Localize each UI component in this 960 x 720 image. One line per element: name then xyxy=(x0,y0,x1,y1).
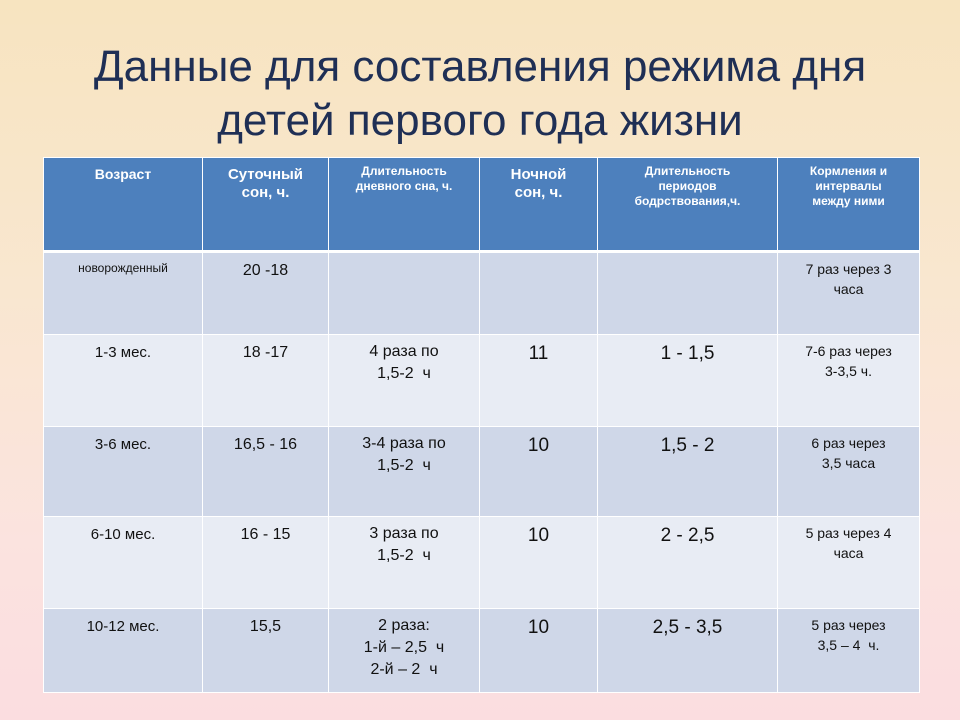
cell-age: 10-12 мес. xyxy=(44,609,203,693)
cell-daily-sleep: 20 -18 xyxy=(203,252,329,335)
cell-wake-periods: 2,5 - 3,5 xyxy=(598,609,778,693)
title-line-2: детей первого года жизни xyxy=(217,96,743,145)
cell-feeding-line: 3,5 – 4 ч. xyxy=(817,637,880,653)
cell-age: 3-6 мес. xyxy=(44,427,203,517)
table-row xyxy=(44,517,920,609)
header-age xyxy=(44,158,203,252)
cell-daily-sleep: 16 - 15 xyxy=(203,517,329,609)
table-header-row xyxy=(44,158,920,252)
cell-daily-sleep: 15,5 xyxy=(203,609,329,693)
header-night-sleep xyxy=(480,158,598,252)
header-night-sleep-line: сон, ч. xyxy=(514,184,563,201)
cell-feeding-line: 6 раз через xyxy=(811,435,886,451)
cell-feeding xyxy=(778,335,920,427)
cell-wake-periods: 1,5 - 2 xyxy=(598,427,778,517)
header-age-line: Возраст xyxy=(94,166,152,182)
header-day-sleep-line: Длительность xyxy=(361,164,447,178)
cell-day-sleep-line: 1,5-2 ч xyxy=(377,365,431,382)
header-feeding xyxy=(778,158,920,252)
cell-feeding-line: 3,5 часа xyxy=(821,455,876,471)
cell-feeding xyxy=(778,252,920,335)
title-line-1: Данные для составления режима дня xyxy=(93,42,867,91)
cell-feeding-line: часа xyxy=(833,281,864,297)
cell-wake-periods: 1 - 1,5 xyxy=(598,335,778,427)
header-wake-periods-line: Длительность xyxy=(644,164,731,178)
header-night-sleep-line: Ночной xyxy=(510,166,567,183)
header-feeding-line: Кормления и xyxy=(809,164,888,178)
header-day-sleep xyxy=(329,158,480,252)
cell-day-sleep-line: 3 раза по xyxy=(369,525,439,542)
cell-day-sleep xyxy=(329,335,480,427)
header-wake-periods-line: периодов xyxy=(658,179,717,193)
cell-day-sleep-line: 1,5-2 ч xyxy=(377,457,431,474)
header-day-sleep-line: дневного сна, ч. xyxy=(355,179,453,193)
cell-feeding-line: 3-3,5 ч. xyxy=(825,363,872,379)
header-wake-periods-line: бодрствования,ч. xyxy=(634,194,741,208)
cell-daily-sleep: 18 -17 xyxy=(203,335,329,427)
cell-wake-periods xyxy=(598,252,778,335)
cell-day-sleep-line: 2-й – 2 ч xyxy=(370,661,438,678)
cell-age: 6-10 мес. xyxy=(44,517,203,609)
table-row xyxy=(44,609,920,693)
cell-feeding-line: 5 раз через xyxy=(811,617,886,633)
header-feeding-line: между ними xyxy=(812,194,885,208)
header-daily-sleep xyxy=(203,158,329,252)
sleep-regime-table xyxy=(43,157,920,693)
cell-day-sleep xyxy=(329,252,480,335)
cell-feeding xyxy=(778,427,920,517)
cell-day-sleep-line: 4 раза по xyxy=(369,343,439,360)
table-row xyxy=(44,335,920,427)
cell-feeding-line: 5 раз через 4 xyxy=(805,525,892,541)
header-wake-periods xyxy=(598,158,778,252)
header-daily-sleep-line: сон, ч. xyxy=(241,184,290,201)
cell-day-sleep-line: 3-4 раза по xyxy=(362,435,446,452)
cell-age: новорожденный xyxy=(44,252,203,335)
cell-feeding xyxy=(778,609,920,693)
cell-night-sleep: 10 xyxy=(480,427,598,517)
cell-night-sleep xyxy=(480,252,598,335)
page-title xyxy=(0,40,960,148)
cell-feeding-line: часа xyxy=(833,545,864,561)
cell-day-sleep xyxy=(329,517,480,609)
header-daily-sleep-line: Суточный xyxy=(227,166,304,183)
cell-feeding-line: 7 раз через 3 xyxy=(805,261,892,277)
header-feeding-line: интервалы xyxy=(815,179,882,193)
cell-night-sleep: 11 xyxy=(480,335,598,427)
cell-day-sleep-line: 2 раза: xyxy=(378,617,430,634)
cell-daily-sleep: 16,5 - 16 xyxy=(203,427,329,517)
cell-feeding-line: 7-6 раз через xyxy=(805,343,892,359)
cell-age: 1-3 мес. xyxy=(44,335,203,427)
table-row xyxy=(44,252,920,335)
cell-day-sleep-line: 1,5-2 ч xyxy=(377,547,431,564)
cell-feeding xyxy=(778,517,920,609)
cell-night-sleep: 10 xyxy=(480,517,598,609)
cell-day-sleep xyxy=(329,609,480,693)
cell-day-sleep-line: 1-й – 2,5 ч xyxy=(363,639,445,656)
table-row xyxy=(44,427,920,517)
cell-day-sleep xyxy=(329,427,480,517)
cell-night-sleep: 10 xyxy=(480,609,598,693)
cell-wake-periods: 2 - 2,5 xyxy=(598,517,778,609)
